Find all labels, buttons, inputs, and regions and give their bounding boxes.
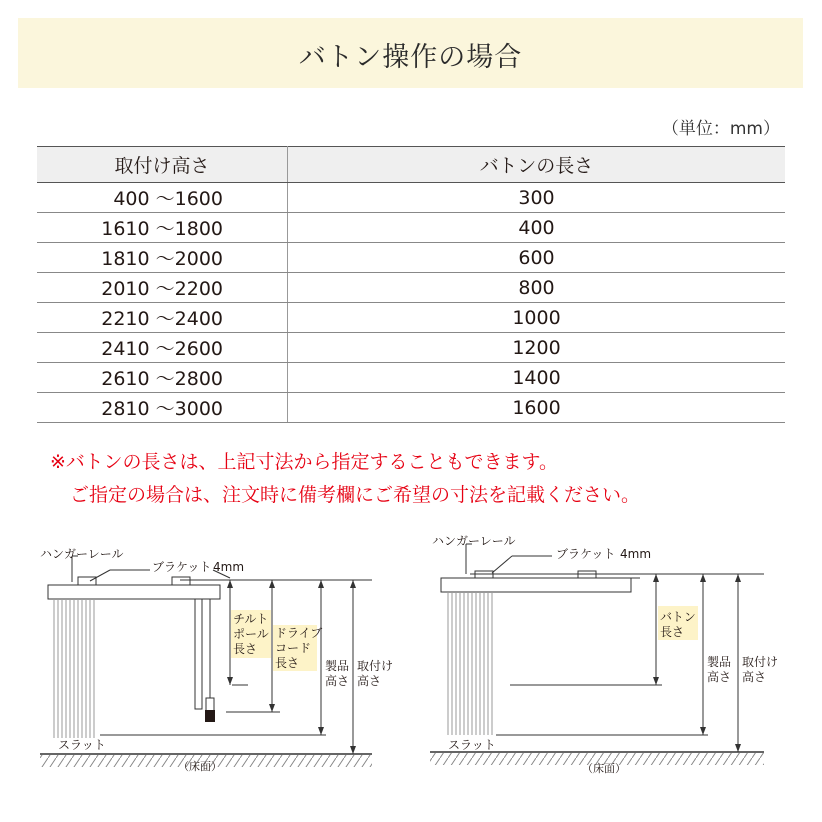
installation-diagrams — [0, 530, 822, 822]
note-line-2: ご指定の場合は、注文時に備考欄にご希望の寸法を記載ください。 — [70, 484, 641, 506]
table-header-row — [37, 147, 785, 183]
label-product-height-2: 高さ — [325, 674, 350, 688]
title-banner — [18, 18, 803, 88]
table-row — [37, 213, 785, 243]
bracket-left-2 — [172, 577, 190, 585]
cell-mount-height: 400 〜1600 — [37, 183, 288, 213]
page-title: バトン操作の場合 — [298, 42, 523, 73]
slats-right — [448, 592, 492, 735]
label-floor-right: （床面） — [582, 762, 626, 775]
label-mount-height-right-1: 取付け — [742, 655, 779, 669]
label-tilt-2: ポール — [233, 627, 269, 641]
table-row — [37, 243, 785, 273]
baton-length-table — [37, 146, 785, 423]
label-hanger-rail: ハンガーレール — [40, 547, 124, 561]
cell-mount-height: 2810 〜3000 — [37, 393, 288, 423]
column-header-mount-height: 取付け高さ — [37, 147, 288, 183]
label-mount-height-1: 取付け — [357, 659, 394, 673]
table-row — [37, 333, 785, 363]
label-cord-2: コード — [275, 641, 312, 655]
table-row — [37, 273, 785, 303]
cord-grip — [206, 698, 214, 712]
cell-mount-height: 2010 〜2200 — [37, 273, 288, 303]
label-slat: スラット — [58, 738, 106, 752]
label-product-height-1: 製品 — [325, 659, 350, 673]
cell-baton-length: 1200 — [288, 333, 786, 363]
cell-baton-length: 400 — [288, 213, 786, 243]
table-row — [37, 393, 785, 423]
cell-mount-height: 2410 〜2600 — [37, 333, 288, 363]
label-floor: （床面） — [178, 760, 222, 773]
tilt-pole — [195, 599, 202, 709]
column-header-baton-length: バトンの長さ — [288, 147, 786, 183]
label-bracket: ブラケット — [152, 560, 212, 574]
head-rail-right — [441, 578, 631, 592]
label-product-height-right-1: 製品 — [707, 655, 732, 669]
cell-mount-height: 2610 〜2800 — [37, 363, 288, 393]
cell-baton-length: 1400 — [288, 363, 786, 393]
note-line-1: ※バトンの長さは、上記寸法から指定することもできます。 — [50, 451, 559, 473]
cell-baton-length: 300 — [288, 183, 786, 213]
cell-baton-length: 600 — [288, 243, 786, 273]
table-row — [37, 363, 785, 393]
cord-tassel — [205, 710, 215, 722]
head-rail — [48, 585, 220, 599]
label-tilt-1: チルト — [233, 612, 269, 626]
diagram-right — [430, 534, 778, 775]
label-hanger-rail-right: ハンガーレール — [432, 534, 516, 548]
diagram-left — [40, 547, 393, 773]
label-bracket-size-right: 4mm — [620, 547, 652, 561]
unit-label: （単位：mm） — [661, 119, 780, 139]
label-mount-height-right-2: 高さ — [742, 670, 767, 684]
label-baton-2: 長さ — [660, 625, 685, 639]
cell-mount-height: 1610 〜1800 — [37, 213, 288, 243]
label-bracket-size: 4mm — [213, 560, 245, 574]
cell-mount-height: 2210 〜2400 — [37, 303, 288, 333]
label-cord-3: 長さ — [275, 656, 300, 670]
label-cord-1: ドライブ — [275, 626, 323, 640]
cell-mount-height: 1810 〜2000 — [37, 243, 288, 273]
label-bracket-right: ブラケット — [556, 547, 616, 561]
cell-baton-length: 1000 — [288, 303, 786, 333]
table-row — [37, 303, 785, 333]
label-tilt-3: 長さ — [233, 642, 258, 656]
table-row — [37, 183, 785, 213]
label-mount-height-2: 高さ — [357, 674, 382, 688]
cell-baton-length: 1600 — [288, 393, 786, 423]
label-product-height-right-2: 高さ — [707, 670, 732, 684]
label-slat-right: スラット — [448, 738, 496, 752]
label-baton-1: バトン — [660, 610, 696, 624]
bracket-left-1 — [78, 577, 96, 585]
slats — [54, 599, 94, 738]
cell-baton-length: 800 — [288, 273, 786, 303]
